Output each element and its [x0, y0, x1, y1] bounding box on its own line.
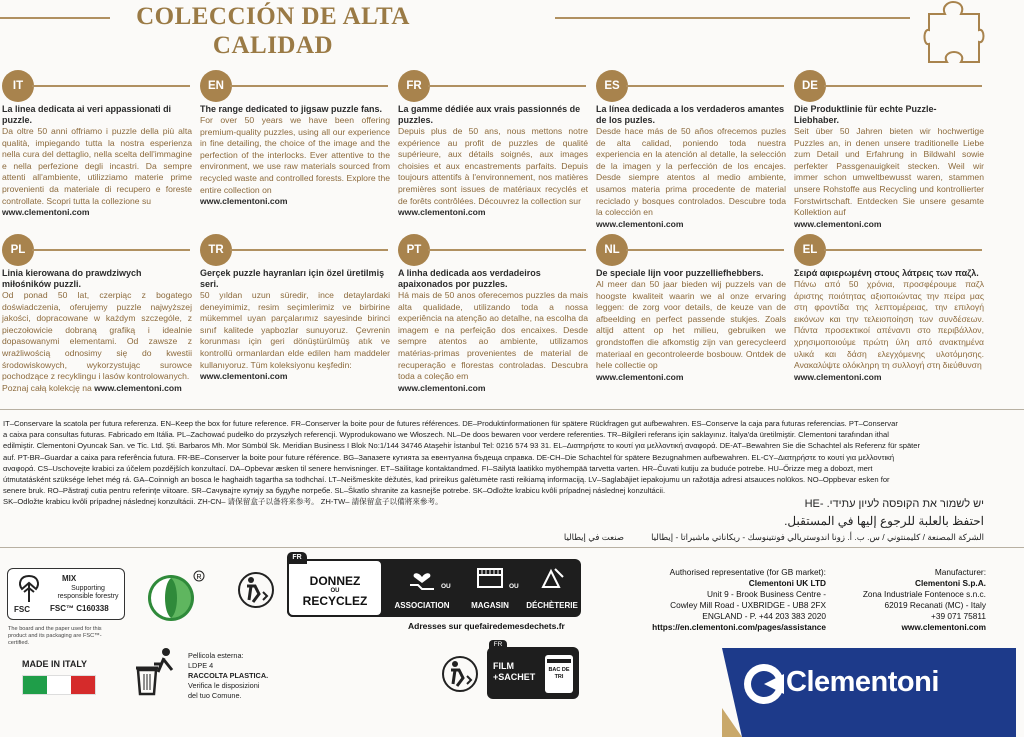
note-line: edilmiştir. Clementoni Oyuncak San. ve Tic. Ltd. Şti. Barbaros Mh. Mor Sümbül Sk. Meridian Business I Blok No:1/144 34746 Ataşehir İstanbul Tel: 0216 574 93 31. EL–Διατηρήστε το κουτί για μελλοντική αναφορά. DE-AT–Bewahren Sie die Schachtel als Referenz für später — [3, 441, 921, 451]
note-line: SK–Odložte krabicu kvôli prípadnej následnej konzultácii. ZH-CN– 请保留盒子以备将来参考。 ZH-TW– 請保留盒子以備將來參考。 — [3, 497, 443, 507]
triman-icon — [440, 654, 480, 694]
language-badge: EN — [200, 70, 232, 102]
language-heading: Gerçek puzzle hayranları için özel üretilmiş seri. — [200, 268, 385, 289]
language-body: Há mais de 50 anos oferecemos puzzles da mais alta qualidade, utilizando toda a nossa experiência na atenção ao detalhe, na escolha da imagem e na perfeição dos encaixes. Desde sempre atentos ao ambiente, utilizamos matérias-primas provenientes de material de recuperação e florestas controladas. Descubra toda a coleção em — [398, 290, 588, 382]
recycle-person-icon — [237, 570, 275, 610]
green-dot-icon — [143, 568, 207, 624]
fsc-supporting: Supporting responsible forestry — [57, 585, 119, 600]
website-link[interactable]: www.clementoni.com — [200, 196, 288, 207]
clementoni-wordmark: Clementoni — [786, 666, 939, 698]
link-prefix: Poznaj całą kolekcję na — [2, 382, 92, 393]
note-line: a caixa para consultas futuras. Fabricado em Itália. PL–Zachować pudełko do przyszłych referencji. Wyprodukowano we Włoszech. NL–De doos bewaren voor verdere referenties. TR–Bilgileri referans için saklayınız. İtalya'da üretilmiştir. Clementoni tarafından ithal — [3, 430, 889, 440]
badge-rule — [428, 249, 586, 251]
website-link[interactable]: www.clementoni.com — [596, 218, 684, 229]
collection-title — [118, 2, 428, 60]
fsc-text: FSC — [14, 605, 30, 614]
language-block-pt — [398, 234, 588, 394]
language-link-line — [398, 383, 588, 395]
made-in-italy: MADE IN ITALY — [22, 659, 88, 669]
language-heading: La linea dedicata ai veri appassionati di puzzle. — [2, 104, 172, 125]
language-body: Seit über 50 Jahren bieten wir hochwertige Puzzles an, in denen unsere traditionelle Liebe zum Detail und Erfahrung in Bildwahl sowie perfekter Passgenauigkeit stecken. Weil wir immer schon umweltbewusst waren, stammen unsere Rohstoffe aus Recycling und kontrollierter Forstwirtschaft. Entdecken Sie unsere gesamte Kollektion auf — [794, 126, 984, 218]
language-link-line — [794, 219, 984, 231]
note-line: IT–Conservare la scatola per futura referenza. EN–Keep the box for future reference. FR–Conserver la boite pour de futures références. DE–Produktinformationen für spätere Rückfragen gut aufbewahren. ES–Conserve la caja para futuras referencias. PT–Conservar — [3, 419, 898, 428]
language-link-line — [2, 383, 192, 395]
badge-rule — [230, 249, 388, 251]
language-link-line — [398, 207, 588, 219]
recyclez-label: RECYCLEZ — [302, 594, 368, 608]
badge-rule — [626, 249, 784, 251]
language-block-fr — [398, 70, 588, 219]
language-block-tr — [200, 234, 390, 383]
note-line: αναφορά. CS–Uschovejte krabici za účelem pozdějších konzultací. DA–Opbevar æsken til senere henvisninger. ET–Säilitage kontaktandmed. FI–Säilytä laatikko myöhempää tarvetta varten. HR–Čuvati kutiju za buduće potrebe. HU–Őrizze meg a dobozt, mert — [3, 463, 873, 473]
header-rule-left — [0, 17, 110, 19]
multilingual-notes — [0, 418, 1024, 508]
language-heading: De speciale lijn voor puzzelliefhebbers. — [596, 268, 764, 278]
recycling-center-icon — [537, 565, 567, 591]
section-divider — [0, 409, 1024, 410]
arabic-made-in: صنعت في إيطاليا — [563, 532, 624, 542]
website-link[interactable]: www.clementoni.com — [596, 371, 684, 382]
donnez-recyclez-panel — [287, 554, 581, 617]
manufacturer-info: Manufacturer: Clementoni S.p.A. Zona Industriale Fontenoce s.n.c. 62019 Recanati (MC) - Italy +39 071 75811 www.clementoni.com — [852, 567, 986, 633]
arabic-manufacturer: الشركة المصنعة / كليمنتوني / س. ب. أ. زونا اندوستريالي فونتينوسك - ريكاناتي ماشيراتا - إيطاليا — [651, 532, 984, 542]
fsc-code: FSC™ C160338 — [50, 604, 109, 613]
badge-rule — [824, 85, 982, 87]
assistance-link[interactable]: https://en.clementoni.com/pages/assistance — [652, 622, 826, 632]
badge-rule — [428, 85, 586, 87]
language-body: Desde hace más de 50 años ofrecemos puzles de alta calidad, poniendo toda nuestra experiencia en la atención al detalle, la selección de la imagen y la perfección de los encajes. Desde siempre atentos al medio ambiente, usamos materia prima procedente de material reciclado y bosques controlados. Descubre toda la colección en — [596, 126, 786, 218]
association-cell: ASSOCIATION — [397, 565, 447, 593]
language-link-line — [2, 207, 192, 219]
website-link[interactable]: www.clementoni.com — [794, 218, 882, 229]
language-body: For over 50 years we have been offering premium-quality puzzles, using all our experience in fine detailing, the choice of the image and the perfection of the interlocks. Ever attentive to the environment, we use raw materials sourced from recycled waste and controlled forests. Explore the entire collection on — [200, 115, 390, 195]
fsc-note: The board and the paper used for this product and its packaging are FSC™-certified. — [8, 626, 102, 646]
fsc-label — [7, 568, 125, 620]
language-body: Depuis plus de 50 ans, nous mettons notre expérience au profit de puzzles de qualité supérieure, aux détails soignés, aux images choisies et aux encastrements parfaits. Depuis toujours attentifs à l'environnement, nos matières premières sont issues de matériaux recyclés et de forêts contrôlées. Découvrez la collection sur — [398, 126, 588, 206]
language-heading: Σειρά αφιερωμένη στους λάτρεις των παζλ. — [794, 268, 979, 278]
adresses-link[interactable]: Adresses sur quefairedemesdechets.fr — [408, 621, 565, 631]
language-link-line — [200, 196, 390, 208]
language-badge: PL — [2, 234, 34, 266]
language-badge: FR — [398, 70, 430, 102]
language-body: Od ponad 50 lat, czerpiąc z bogatego doświadczenia, oferujemy puzzle najwyższej jakości, dopracowane w każdym szczególe, z pieczołowicie dobraną grafiką i idealnie dopasowanymi elementami. Od zawsze z wrażliwością odnosimy się do kwestii środowiskowych, wykorzystując surowce pochodzące z recyklingu i lasów kontrolowanych. — [2, 290, 192, 382]
donnez-recyclez-box — [287, 554, 383, 617]
language-link-line — [200, 371, 390, 383]
language-block-nl — [596, 234, 786, 383]
language-badge: ES — [596, 70, 628, 102]
language-badge: DE — [794, 70, 826, 102]
language-badge: PT — [398, 234, 430, 266]
note-line: útmutatásként szüksége lehet még rá. GA–Coinnigh an bosca le haghaidh tagartha sa todhchaí. LT–Neišmeskite dėžutės, kad prireikus galėtumėte rasti reikiamą informaciją. LV–Saglabājiet iepakojumu un ražotāja adresi atsauces nolūkos. NO–Oppbevar esken for — [3, 475, 890, 485]
donnez-label: DONNEZ — [309, 574, 361, 588]
hebrew-note: יש לשמור את הקופסה לעיון עתידי. -HE — [804, 498, 984, 510]
language-badge: NL — [596, 234, 628, 266]
language-heading: La línea dedicada a los verdaderos amantes de los puzles. — [596, 104, 785, 125]
language-link-line — [596, 372, 786, 384]
language-body: Da oltre 50 anni offriamo i puzzle della più alta qualità, impiegando tutta la nostra esperienza nella cura del dettaglio, nella scelta dell'immagine e nella perfezione degli incastri. Da sempre attenti all'ambiente, utilizziamo materie prime provenienti da materiale di recupero e foreste controllate. Scopri tutta la collezione su — [2, 126, 192, 206]
magasin-cell: MAGASIN — [465, 565, 515, 593]
website-link[interactable]: www.clementoni.com — [200, 371, 288, 382]
language-link-line — [596, 219, 786, 231]
language-body: 50 yıldan uzun süredir, ince detaylardaki deneyimimiz, resim seçimlerimiz ve birbirine mükemmel uyan parçalarımız sayesinde birinci sınıf kalitede yapbozlar sunuyoruz. Çevrenin korunması için geri dönüştürülmüş atık ve kontrollü ormanlardan elde edilen ham maddeler kullanıyoruz. Tüm koleksiyonu keşfedin: — [200, 290, 390, 370]
website-link[interactable]: www.clementoni.com — [398, 207, 486, 218]
fr-badge: FR — [287, 552, 307, 564]
language-body: Πάνω από 50 χρόνια, προσφέρουμε παζλ άριστης ποιότητας αξιοποιώντας την πείρα μας στη φροντίδα της λεπτομέρειας, την επιλογή εικόνων και την τελειοποίηση των συνδέσεων. Πάντα προσεκτικοί απέναντι στο περιβάλλον, χρησιμοποιούμε πρώτη ύλη από ανακτημένα υλικά και δάση ελεγχόμενης υλοτόμησης. Ανακαλύψτε ολόκληρη τη συλλογή στη διεύθυνση — [794, 279, 984, 371]
waste-bin-icon — [134, 646, 180, 698]
store-icon — [475, 565, 505, 591]
language-block-it — [2, 70, 192, 219]
language-block-el — [794, 234, 984, 383]
donnez-ou: OU — [330, 588, 340, 594]
website-link[interactable]: www.clementoni.com — [794, 371, 882, 382]
fsc-tree-icon — [14, 574, 44, 604]
website-link[interactable]: www.clementoni.com — [2, 207, 90, 218]
language-block-en — [200, 70, 390, 208]
fr-badge-small: FR — [489, 640, 507, 650]
language-heading: The range dedicated to jigsaw puzzle fans. — [200, 104, 383, 114]
language-badge: IT — [2, 70, 34, 102]
ou-label: OU — [509, 583, 519, 590]
language-badge: TR — [200, 234, 232, 266]
language-block-pl — [2, 234, 192, 394]
ou-label: OU — [441, 583, 451, 590]
language-link-line — [794, 372, 984, 384]
italy-flag — [22, 675, 96, 695]
header-rule-right — [555, 17, 910, 19]
badge-rule — [626, 85, 784, 87]
pellicola-info: Pellicola esterna: LDPE 4 RACCOLTA PLASTICA. Verifica le disposizioni del tuo Comune. — [188, 651, 269, 700]
hands-heart-icon — [408, 565, 436, 591]
puzzle-piece-icon — [923, 0, 985, 68]
note-line: auf. PT-BR–Guardar a caixa para referência futura. FR-BE–Conserver la boite pour future référence. BG–Запазете кутията за евентуална бъдеща справка. DE-CH–Die Schachtel für spätere Bezugnahmen aufbewahren. EL-CY–Διατηρήστε το κουτί για μελλοντική — [3, 452, 895, 462]
fsc-mix: MIX — [62, 574, 77, 583]
website-link[interactable]: www.clementoni.com — [398, 382, 486, 393]
badge-rule — [824, 249, 982, 251]
language-block-es — [596, 70, 786, 230]
website-link[interactable]: www.clementoni.com — [94, 382, 182, 393]
language-heading: Die Produktlinie für echte Puzzle- Liebhaber. — [794, 104, 937, 125]
authorised-representative: Authorised representative (for GB market): Clementoni UK LTD Unit 9 - Brook Business Centre - Cowley Mill Road - UXBRIDGE - UB8 2FX ENGLAND - P. +44 203 383 2020 https://en.clementoni.com/pages/assistance — [622, 567, 826, 633]
badge-rule — [230, 85, 388, 87]
website-link[interactable]: www.clementoni.com — [901, 622, 986, 632]
language-heading: La gamme dédiée aux vrais passionnés de puzzles. — [398, 104, 581, 125]
language-heading: A linha dedicada aos verdadeiros apaixonados por puzzles. — [398, 268, 541, 289]
badge-rule — [32, 85, 190, 87]
arabic-note: احتفظ بالعلبة للرجوع إليها في المستقبل. — [784, 514, 984, 528]
bac-de-tri-icon: BAC DE TRI — [545, 655, 573, 693]
film-label: FILM +SACHET — [493, 661, 536, 682]
footer-divider — [0, 547, 1024, 548]
language-block-de — [794, 70, 984, 230]
language-badge: EL — [794, 234, 826, 266]
badge-rule — [32, 249, 190, 251]
title-line-2: CALIDAD — [212, 32, 334, 59]
language-heading: Linia kierowana do prawdziwych miłośników puzzli. — [2, 268, 142, 289]
film-sachet-panel — [487, 641, 579, 699]
note-line: senere bruk. RO–Păstraţi cutia pentru referinţe viitoare. SR–Сачувајте кутију за будуће потребе. SL–Škatlo shranite za kasnejše potrebe. SK–Odložte krabicu kvôli prípadnej následnej konzultácii. — [3, 486, 666, 496]
language-body: Al meer dan 50 jaar bieden wij puzzels van de hoogste kwaliteit waarin we al onze ervaring leggen: de zorg voor details, de keuze van de afbeelding en perfect passende stukjes. Zoals altijd attent op het milieu, gebruiken we grondstoffen die afkomstig zijn van gerecycleerd materiaal en gecontroleerde bosbouw. Ontdek de hele collectie op — [596, 279, 786, 371]
decheterie-cell: DÉCHÈTERIE — [527, 565, 577, 593]
title-line-1: COLECCIÓN DE ALTA — [136, 3, 410, 30]
svg-text:R: R — [196, 574, 202, 581]
